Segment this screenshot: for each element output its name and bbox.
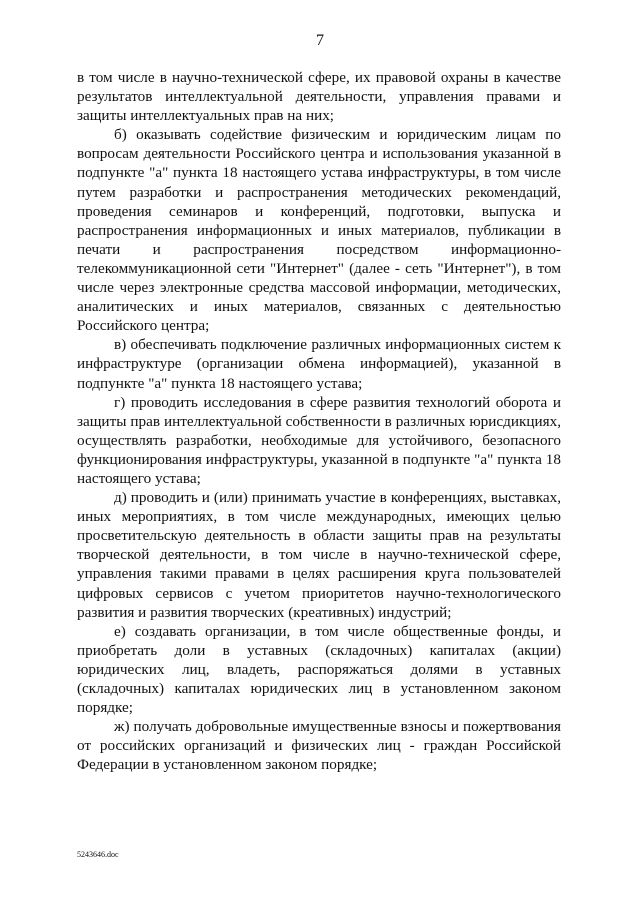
paragraph-item-g: г) проводить исследования в сфере развития технологий оборота и защиты прав интеллектуальной собственности в различных юрисдикциях, осуществлять разработки, необходимые для устойчивого, безопасного функционирования инфраструктуры, указанной в подпункте "а" пункта 18 настоящего устава; [77,393,561,487]
paragraph-item-v: в) обеспечивать подключение различных информационных систем к инфраструктуре (организации обмена информацией), указанной в подпункте "а" пункта 18 настоящего устава; [77,336,561,392]
paragraph-continuation: в том числе в научно-технической сфере, их правовой охраны в качестве результатов интеллектуальной деятельности, управления правами и защиты интеллектуальных прав на них; [77,69,561,125]
page-number: 7 [316,32,324,49]
paragraph-item-d: д) проводить и (или) принимать участие в конференциях, выставках, иных мероприятиях, в том числе международных, имеющих целью просветительскую деятельность в области защиты прав на результаты творческой деятельности, в том числе в научно-технической сфере, управления такими правами в целях расширения круга пользователей цифровых сервисов с учетом приоритетов научно-технологического развития и развития творческих (креативных) индустрий; [77,489,561,621]
document-file-code: 5243646.doc [77,850,119,859]
paragraph-item-zh: ж) получать добровольные имущественные взносы и пожертвования от российских организаций и физических лиц - граждан Российской Федерации в установленном законом порядке; [77,718,561,774]
paragraph-item-e: е) создавать организации, в том числе общественные фонды, и приобретать доли в уставных (складочных) капиталах (акции) юридических лиц, владеть, распоряжаться долями в уставных (складочных) капиталах юридических лиц в установленном законом порядке; [77,622,561,717]
paragraph-item-b: б) оказывать содействие физическим и юридическим лицам по вопросам деятельности Российского центра и использования указанной в подпункте "а" пункта 18 настоящего устава инфраструктуры, в том числе путем разработки и распространения методических рекомендаций, проведения семинаров и конференций, подготовки, выпуска и распространения информационных и иных материалов, публикации в печати и распространения посредством информационно-телекоммуникационной сети "Интернет" (далее - сеть "Интернет"), в том числе через электронные средства массовой информации, методических, аналитических и иных материалов, связанных с деятельностью Российского центра; [77,126,561,335]
document-body [77,68,561,774]
